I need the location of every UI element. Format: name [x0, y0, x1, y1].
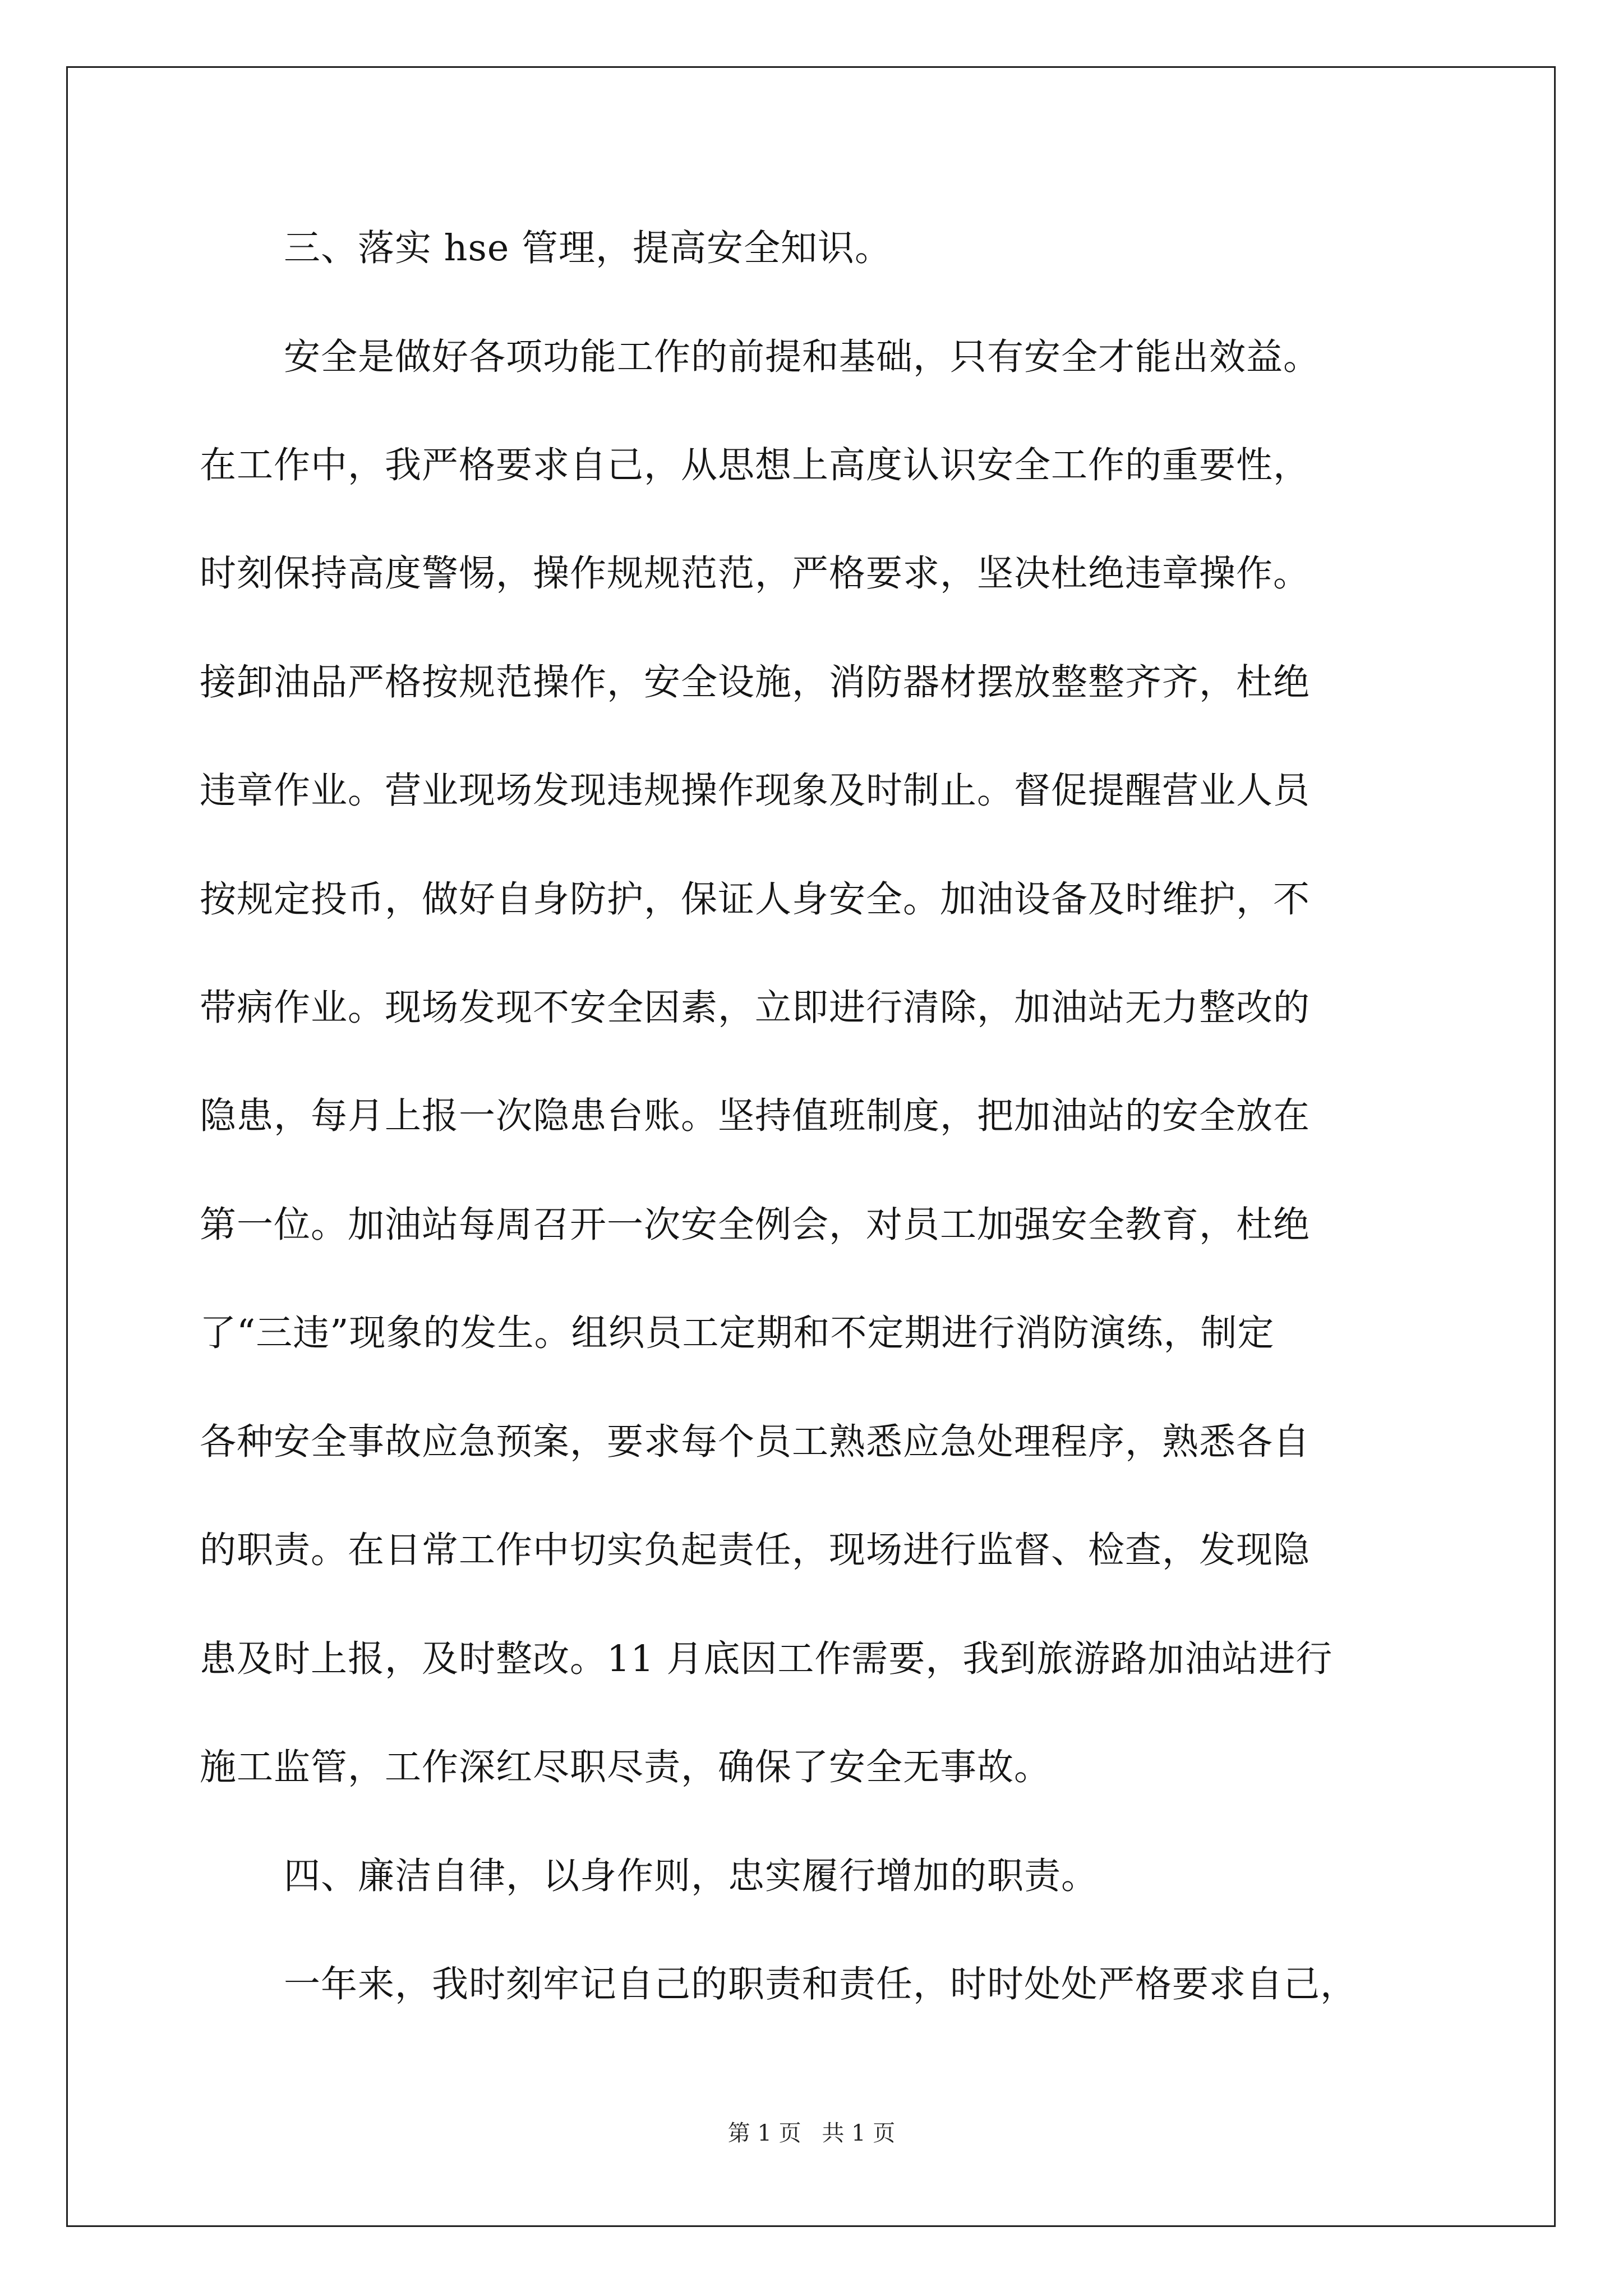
- paragraph-line: 安全是做好各项功能工作的前提和基础，只有安全才能出效益。: [284, 336, 1321, 378]
- paragraph-line: 带病作业。现场发现不安全因素，立即进行清除，加油站无力整改的: [200, 987, 1311, 1029]
- paragraph-line: 患及时上报，及时整改。11 月底因工作需要，我到旅游路加油站进行: [200, 1638, 1333, 1680]
- paragraph-line: 违章作业。营业现场发现违规操作现象及时制止。督促提醒营业人员: [200, 770, 1311, 812]
- paragraph-line: 按规定投币，做好自身防护，保证人身安全。加油设备及时维护，不: [200, 878, 1311, 921]
- paragraph-line: 施工监管，工作深红尽职尽责，确保了安全无事故。: [200, 1746, 1052, 1788]
- paragraph-line: 接卸油品严格按规范操作，安全设施，消防器材摆放整整齐齐，杜绝: [200, 661, 1311, 703]
- paragraph-line: 各种安全事故应急预案，要求每个员工熟悉应急处理程序，熟悉各自: [200, 1421, 1311, 1463]
- page-footer: [0, 2119, 1623, 2147]
- paragraph-line: 第一位。加油站每周召开一次安全例会，对员工加强安全教育，杜绝: [200, 1204, 1311, 1246]
- section-heading-4: 四、廉洁自律，以身作则，忠实履行增加的职责。: [284, 1855, 1099, 1897]
- paragraph-line: 的职责。在日常工作中切实负起责任，现场进行监督、检查，发现隐: [200, 1529, 1311, 1571]
- paragraph-line: 了“三违”现象的发生。组织员工定期和不定期进行消防演练，制定: [200, 1312, 1275, 1354]
- paragraph-line: 在工作中，我严格要求自己，从思想上高度认识安全工作的重要性，: [200, 444, 1311, 486]
- paragraph-line: 一年来，我时刻牢记自己的职责和责任，时时处处严格要求自己，: [284, 1963, 1358, 2005]
- page-number: 第 1 页: [727, 2120, 801, 2146]
- section-heading-3: 三、落实 hse 管理，提高安全知识。: [284, 227, 892, 269]
- paragraph-line: 隐患，每月上报一次隐患台账。坚持值班制度，把加油站的安全放在: [200, 1095, 1311, 1137]
- paragraph-line: 时刻保持高度警惕，操作规规范范，严格要求，坚决杜绝违章操作。: [200, 553, 1311, 595]
- page-total: 共 1 页: [822, 2120, 896, 2146]
- page-border: [66, 66, 1556, 2227]
